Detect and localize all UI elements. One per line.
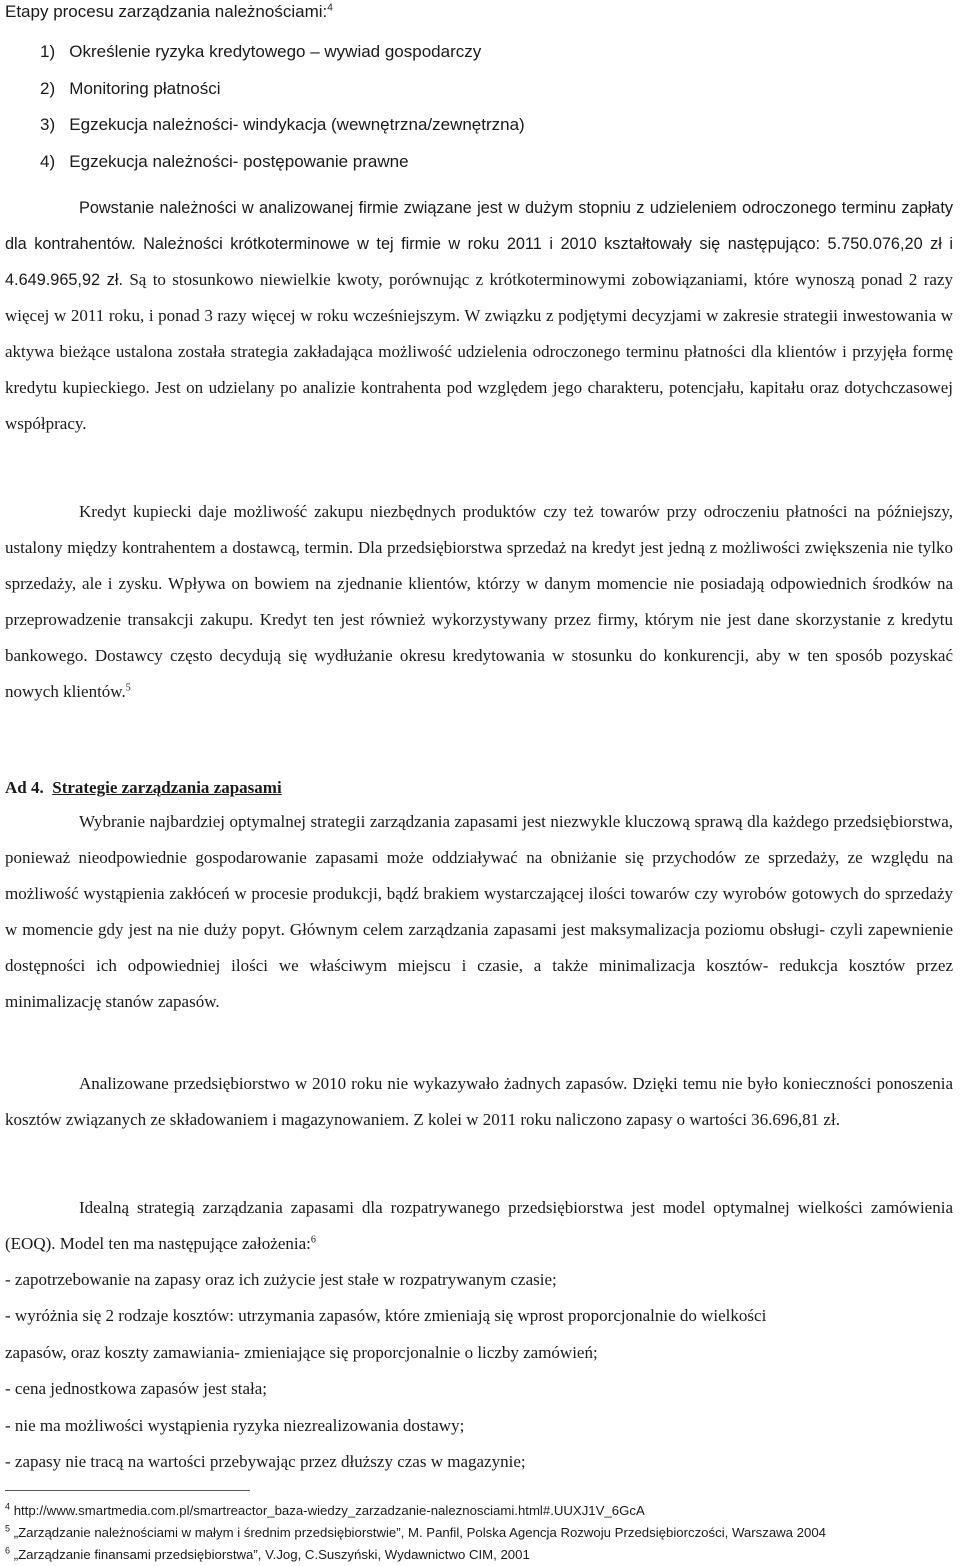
section-number: Ad 4.	[5, 778, 44, 797]
list-item: zapasów, oraz koszty zamawiania- zmieniające się proporcjonalnie o liczby zamówień;	[5, 1342, 598, 1362]
list-item: - wyróżnia się 2 rodzaje kosztów: utrzymania zapasów, które zmieniają się wprost proporcjonalnie do wielkości	[5, 1306, 767, 1326]
paragraph-trade-credit	[5, 494, 953, 710]
list-item: - nie ma możliwości wystąpienia ryzyka niezrealizowania dostawy;	[5, 1415, 465, 1435]
footnote-ref-4: 4	[327, 2, 333, 14]
list-item: 4) Egzekucja należności- postępowanie prawne	[40, 151, 409, 171]
list-item: 1) Określenie ryzyka kredytowego – wywiad gospodarczy	[40, 42, 482, 61]
section-heading	[5, 776, 282, 800]
footnote-text: „Zarządzanie finansami przedsiębiorstwa”, V.Jog, C.Suszyński, Wydawnictwo CIM, 2001	[13, 1547, 530, 1562]
footnote	[5, 1544, 826, 1566]
paragraph-inventory-strategy: Wybranie najbardziej optymalnej strategii zarządzania zapasami jest niezwykle kluczową sprawą dla każdego przedsiębiorstwa, ponieważ nieodpowiednie gospodarowanie zapasami może oddziaływać na obniżanie się przychodów ze sprzedaży, ze względu na możliwość wystąpienia zakłóceń w procesie produkcji, bądź brakiem wystarczającej ilości towarów czy wyrobów gotowych do sprzedaży w momencie gdy jest na nie duży popyt. Głównym celem zarządzania zapasami jest maksymalizacja poziomu obsługi- czyli zapewnienie dostępności ich odpowiedniej ilości we właściwym miejscu i czasie, a także minimalizacja kosztów- redukcja kosztów przez minimalizację stanów zapasów.	[5, 812, 953, 1011]
paragraph-receivables	[5, 190, 953, 442]
eoq-assumptions	[5, 1262, 953, 1480]
stages-list	[40, 40, 525, 186]
footnote-text: „Zarządzanie należnościami w małym i średnim przedsiębiorstwie”, M. Panfil, Polska Agencja Rozwoju Przedsiębiorczości, Warszawa 2004	[13, 1525, 827, 1540]
footnote-ref-5: 5	[125, 682, 131, 694]
paragraph-receivables-intro: Powstanie należności w analizowanej firmie związane jest w dużym stopniu z udzieleniem odroczonego terminu zapłaty dla kontrahentów. Należności krótkoterminowe w tej firmie w roku 2011 i 2010 kształtowały się następująco: 5.750.076,20 zł i 4.649.965,92 zł.	[5, 199, 953, 289]
footnotes	[5, 1500, 826, 1566]
footnote-number: 5	[5, 1523, 11, 1534]
paragraph-trade-credit-text: Kredyt kupiecki daje możliwość zakupu niezbędnych produktów czy też towarów przy odroczeniu płatności na późniejszy, ustalony między kontrahentem a dostawcą, termin. Dla przedsiębiorstwa sprzedaż na kredyt jest jedną z możliwości zwiększenia nie tylko sprzedaży, ale i zysku. Wpływa on bowiem na zjednanie klientów, którzy w danym momencie nie posiadają odpowiednich środków na przeprowadzenie transakcji zakupu. Kredyt ten jest również wykorzystywany przez firmy, którym nie jest dane skorzystanie z kredytu bankowego. Dostawcy często decydują się wydłużanie okresu kredytowania w stosunku do konkurencji, aby w ten sposób pozyskać nowych klientów.	[5, 502, 953, 701]
footnote-number: 4	[5, 1501, 11, 1512]
footnote-number: 6	[5, 1545, 11, 1556]
footnote-ref-6: 6	[310, 1234, 316, 1246]
stages-heading-text: Etapy procesu zarządzania należnościami:	[5, 2, 328, 21]
footnote-text[interactable]: http://www.smartmedia.com.pl/smartreactor_baza-wiedzy_zarzadzanie-naleznosciami.html#.UUXJ1V_6GcA	[13, 1503, 645, 1518]
list-item: - zapasy nie tracą na wartości przebywając przez dłuższy czas w magazynie;	[5, 1452, 526, 1472]
paragraph-inventory-2010: Analizowane przedsiębiorstwo w 2010 roku nie wykazywało żadnych zapasów. Dzięki temu nie było konieczności ponoszenia kosztów związanych ze składowaniem i magazynowaniem. Z kolei w 2011 roku naliczono zapasy o wartości 36.696,81 zł.	[5, 1074, 953, 1129]
paragraph-eoq-text: Idealną strategią zarządzania zapasami dla rozpatrywanego przedsiębiorstwa jest model optymalnej wielkości zamówienia (EOQ). Model ten ma następujące założenia:	[5, 1198, 953, 1253]
section-title: Strategie zarządzania zapasami	[52, 778, 282, 797]
footnote	[5, 1500, 826, 1522]
list-item: - cena jednostkowa zapasów jest stała;	[5, 1379, 267, 1399]
footnote-divider	[5, 1490, 250, 1491]
stages-heading	[5, 2, 333, 22]
list-item: 3) Egzekucja należności- windykacja (wewnętrzna/zewnętrzna)	[40, 115, 525, 134]
list-item: 2) Monitoring płatności	[40, 78, 221, 98]
paragraph-receivables-body: Są to stosunkowo niewielkie kwoty, porównując z krótkoterminowymi zobowiązaniami, które wynoszą ponad 2 razy więcej w 2011 roku, i ponad 3 razy więcej w roku wcześniejszym. W związku z podjętymi decyzjami w zakresie strategii inwestowania w aktywa bieżące ustalona została strategia zakładająca możliwość udzielenia odroczonego terminu płatności dla klientów i przyjęła formę kredytu kupieckiego. Jest on udzielany po analizie kontrahenta pod względem jego charakteru, potencjału, kapitału oraz dotychczasowej współpracy.	[5, 270, 954, 433]
paragraph-eoq	[5, 1190, 953, 1262]
list-item: - zapotrzebowanie na zapasy oraz ich zużycie jest stałe w rozpatrywanym czasie;	[5, 1270, 557, 1289]
footnote	[5, 1522, 826, 1544]
